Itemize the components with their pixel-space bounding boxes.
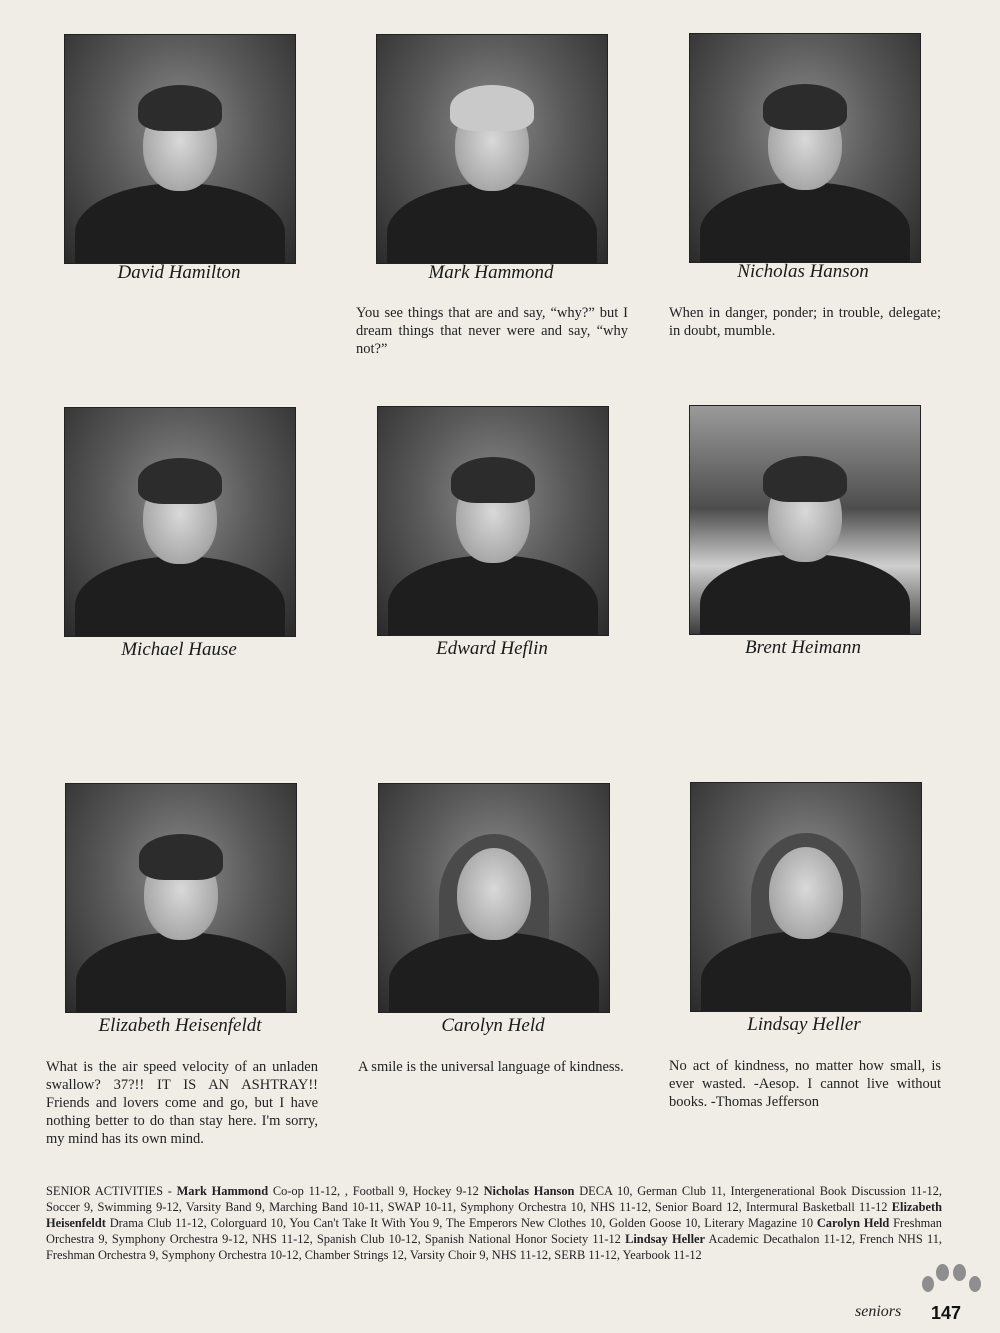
activities-heading: SENIOR ACTIVITIES - [46, 1184, 177, 1198]
portrait-photo [376, 34, 608, 264]
student-name: Lindsay Heller [747, 1014, 861, 1035]
portrait-photo [64, 407, 296, 637]
student-name: Elizabeth Heisenfeldt [98, 1015, 262, 1036]
student-quote: What is the air speed velocity of an unladen swallow? 37?!! IT IS AN ASHTRAY!! Friends and lovers come and go, but I have nothing better to do than stay here. I'm sorry, my mind has its own mind. [46, 1059, 318, 1147]
activity-student-name: Carolyn Held [816, 1216, 890, 1230]
portrait-silhouette [451, 457, 535, 503]
student-quote: No act of kindness, no matter how small, is ever wasted. -Aesop. I cannot live without books. -Thomas Jefferson [669, 1058, 941, 1110]
portrait-silhouette [75, 183, 285, 264]
portrait-photo [689, 33, 921, 263]
student-name: Nicholas Hanson [737, 261, 869, 282]
portrait-photo [64, 34, 296, 264]
page-number: 147 [930, 1303, 962, 1323]
activity-list: Freshman Orchestra 9, Symphony Orchestra 9-12, NHS 11-12, Spanish Club 10-12, Spanish National Honor Society 11-12 [46, 1216, 942, 1246]
portrait-photo [65, 783, 297, 1013]
portrait-silhouette [75, 556, 285, 637]
activity-student-name: Lindsay Heller [625, 1232, 706, 1246]
senior-activities [46, 1183, 942, 1263]
student-name: Carolyn Held [441, 1015, 545, 1036]
activity-list: DECA 10, German Club 11, Intergenerational Book Discussion 11-12, Soccer 9, Swimming 9-12, Varsity Band 9, Marching Band 10-11, SWAP 10-11, Symphony Orchestra 10, NHS 11-12, Senior Board 12, Intermural Basketball 11-12 [46, 1184, 942, 1214]
portrait-silhouette [387, 183, 597, 264]
portrait-silhouette [76, 932, 286, 1013]
activity-student-name: Mark Hammond [176, 1184, 269, 1198]
student-name: David Hamilton [117, 262, 241, 283]
portrait-photo [377, 406, 609, 636]
portrait-silhouette [457, 848, 531, 940]
portrait-silhouette [388, 555, 598, 636]
portrait-silhouette [138, 458, 222, 504]
portrait-photo [378, 783, 610, 1013]
portrait-silhouette [389, 932, 599, 1013]
student-name: Edward Heflin [436, 638, 548, 659]
portrait-photo [689, 405, 921, 635]
portrait-silhouette [450, 85, 534, 131]
portrait-silhouette [763, 456, 847, 502]
student-quote: You see things that are and say, “why?” but I dream things that never were and say, “why not?” [356, 305, 628, 357]
portrait-silhouette [139, 834, 223, 880]
portrait-photo [690, 782, 922, 1012]
activity-list: Drama Club 11-12, Colorguard 10, You Can't Take It With You 9, The Emperors New Clothes 10, Golden Goose 10, Literary Magazine 10 [105, 1216, 817, 1230]
student-name: Michael Hause [121, 639, 237, 660]
student-quote: When in danger, ponder; in trouble, delegate; in doubt, mumble. [669, 305, 941, 339]
student-name: Brent Heimann [745, 637, 861, 658]
portrait-silhouette [138, 85, 222, 131]
portrait-silhouette [763, 84, 847, 130]
portrait-silhouette [700, 554, 910, 635]
activity-student-name: Nicholas Hanson [483, 1184, 575, 1198]
portrait-silhouette [700, 182, 910, 263]
section-label: seniors [855, 1303, 902, 1320]
activity-list: Co-op 11-12, , Football 9, Hockey 9-12 [268, 1184, 484, 1198]
student-name: Mark Hammond [428, 262, 554, 283]
portrait-silhouette [701, 931, 911, 1012]
student-quote: A smile is the universal language of kindness. [358, 1059, 624, 1075]
activity-list: Academic Decathalon 11-12, French NHS 11, Freshman Orchestra 9, Symphony Orchestra 10-12, Chamber Strings 12, Varsity Choir 9, NHS 11-12, SERB 11-12, Yearbook 11-12 [46, 1232, 942, 1262]
activity-student-name: Elizabeth Heisenfeldt [46, 1200, 942, 1230]
portrait-silhouette [769, 847, 843, 939]
